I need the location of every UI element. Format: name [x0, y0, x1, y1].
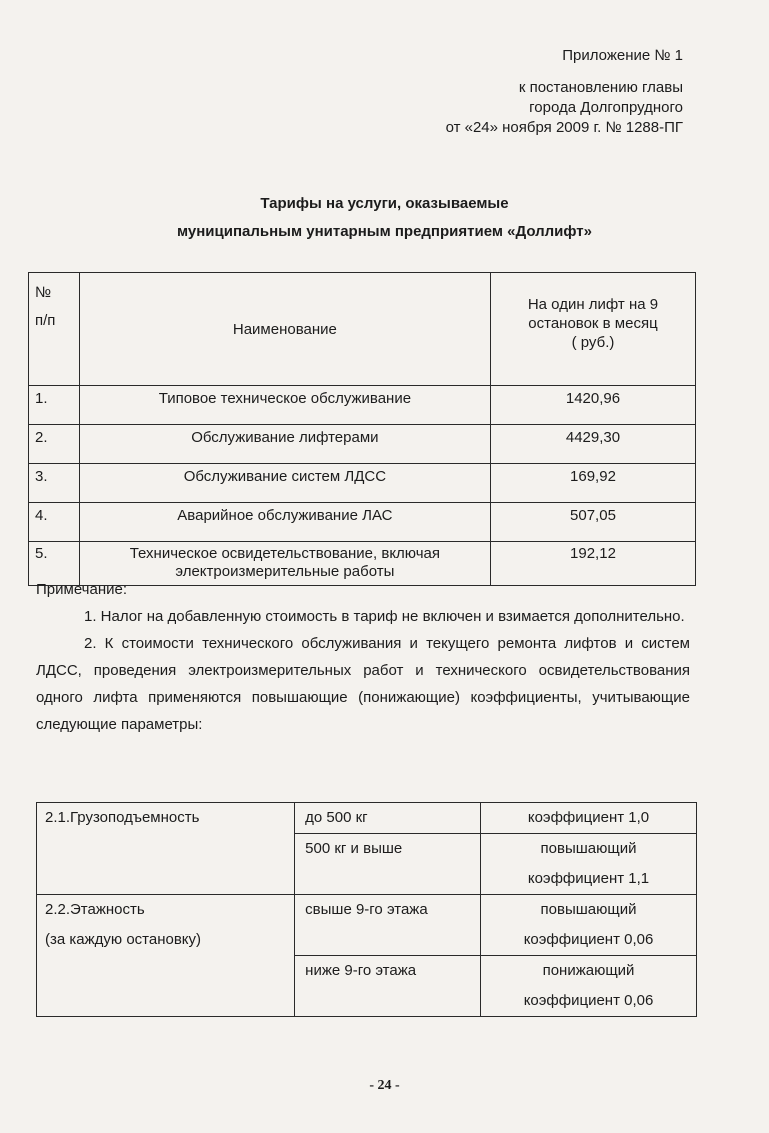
- table-row: [29, 464, 696, 503]
- appendix-title: Приложение № 1: [562, 47, 683, 64]
- page-number: - 24 -: [369, 1078, 400, 1093]
- table-row: [37, 895, 697, 956]
- notes-section: [36, 576, 690, 738]
- row-price: 192,12: [490, 542, 695, 586]
- appendix-line: к постановлению главы: [518, 79, 683, 96]
- table-row: [37, 803, 697, 834]
- row-price: 507,05: [490, 503, 695, 542]
- header-name-cell: Наименование: [79, 273, 490, 386]
- capacity-label: 2.1.Грузоподъемность: [37, 803, 295, 895]
- notes-heading: Примечание:: [36, 581, 127, 598]
- condition-cell: до 500 кг: [295, 803, 481, 834]
- tariff-table: [28, 272, 696, 586]
- title-line-2: муниципальным унитарным предприятием «Доллифт»: [176, 223, 592, 240]
- row-name: Типовое техническое обслуживание: [79, 386, 490, 425]
- table-row: [29, 386, 696, 425]
- appendix-line: от «24» ноября 2009 г. № 1288-ПГ: [445, 119, 683, 136]
- appendix-header: [446, 46, 683, 138]
- row-number: 2.: [29, 425, 80, 464]
- row-name: Аварийное обслуживание ЛАС: [79, 503, 490, 542]
- row-price: 1420,96: [490, 386, 695, 425]
- row-name: Обслуживание систем ЛДСС: [79, 464, 490, 503]
- title-line-1: Тарифы на услуги, оказываемые: [260, 195, 509, 212]
- condition-cell: ниже 9-го этажа: [295, 956, 481, 1017]
- coefficient-cell: повышающий коэффициент 0,06: [481, 895, 697, 956]
- row-number: 1.: [29, 386, 80, 425]
- note-item-2: 2. К стоимости технического обслуживания и текущего ремонта лифтов и систем ЛДСС, проведения электроизмерительных работ и технического освидетельствования одного лифта применяются повышающие (понижающие) коэффициенты, учитывающие следующие параметры:: [36, 635, 690, 733]
- table-header-row: [29, 273, 696, 386]
- row-number: 3.: [29, 464, 80, 503]
- row-name: Обслуживание лифтерами: [79, 425, 490, 464]
- appendix-line: города Долгопрудного: [529, 99, 683, 116]
- condition-cell: свыше 9-го этажа: [295, 895, 481, 956]
- note-item-1: 1. Налог на добавленную стоимость в тариф не включен и взимается дополнительно.: [84, 608, 685, 625]
- table-row: [29, 503, 696, 542]
- row-number: 5.: [29, 542, 80, 586]
- row-price: 169,92: [490, 464, 695, 503]
- row-price: 4429,30: [490, 425, 695, 464]
- coefficients-table: [36, 802, 697, 1017]
- table-row: [29, 425, 696, 464]
- header-price-cell: На один лифт на 9 остановок в месяц ( руб.): [490, 273, 695, 386]
- row-number: 4.: [29, 503, 80, 542]
- header-number-cell: № п/п: [29, 273, 80, 386]
- coefficient-cell: повышающий коэффициент 1,1: [481, 834, 697, 895]
- document-title: [0, 190, 769, 246]
- floors-label: 2.2.Этажность (за каждую остановку): [37, 895, 295, 1017]
- coefficient-cell: понижающий коэффициент 0,06: [481, 956, 697, 1017]
- condition-cell: 500 кг и выше: [295, 834, 481, 895]
- row-name: Техническое освидетельствование, включая электроизмерительные работы: [79, 542, 490, 586]
- coefficient-cell: коэффициент 1,0: [481, 803, 697, 834]
